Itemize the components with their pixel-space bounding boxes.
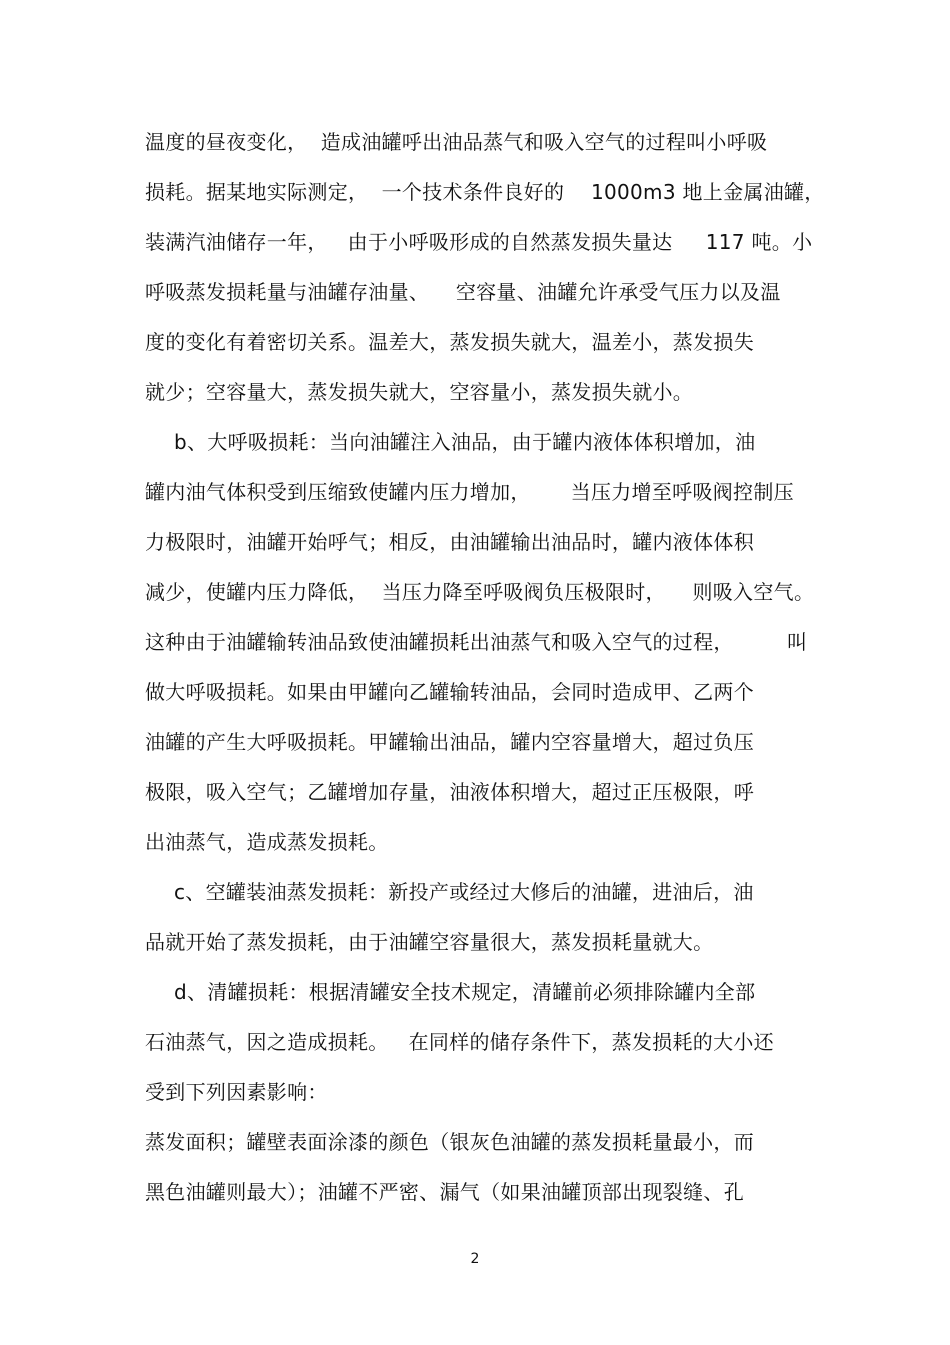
- text-line: 蒸发面积；罐壁表面涂漆的颜色（银灰色油罐的蒸发损耗量最小，而: [145, 1130, 754, 1154]
- text-line: 油罐的产生大呼吸损耗。甲罐输出油品，罐内空容量增大，超过负压: [145, 730, 754, 754]
- text-line: 就少；空容量大，蒸发损失就大，空容量小，蒸发损失就小。: [145, 380, 694, 404]
- text-line: 损耗。据某地实际测定， 一个技术条件良好的 1000m3 地上金属油罐，: [145, 180, 825, 204]
- text-line: 温度的昼夜变化， 造成油罐呼出油品蒸气和吸入空气的过程叫小呼吸: [145, 130, 768, 154]
- text-line: 减少，使罐内压力降低， 当压力降至呼吸阀负压极限时， 则吸入空气。: [145, 580, 815, 604]
- text-line: d、清罐损耗：根据清罐安全技术规定，清罐前必须排除罐内全部: [174, 980, 756, 1004]
- page-number: 2: [470, 1251, 480, 1267]
- text-line: 罐内油气体积受到压缩致使罐内压力增加， 当压力增至呼吸阀控制压: [145, 480, 794, 504]
- text-line: 力极限时，油罐开始呼气；相反，由油罐输出油品时，罐内液体体积: [145, 530, 754, 554]
- text-line: 出油蒸气，造成蒸发损耗。: [145, 830, 389, 854]
- text-line: 石油蒸气，因之造成损耗。 在同样的储存条件下，蒸发损耗的大小还: [145, 1030, 774, 1054]
- text-line: 这种由于油罐输转油品致使油罐损耗出油蒸气和吸入空气的过程， 叫: [145, 630, 808, 654]
- text-line: 装满汽油储存一年， 由于小呼吸形成的自然蒸发损失量达 117 吨。小: [145, 230, 813, 254]
- text-line: 度的变化有着密切关系。温差大，蒸发损失就大，温差小，蒸发损失: [145, 330, 754, 354]
- text-line: 黑色油罐则最大）；油罐不严密、漏气（如果油罐顶部出现裂缝、孔: [145, 1180, 744, 1204]
- text-line: 品就开始了蒸发损耗，由于油罐空容量很大，蒸发损耗量就大。: [145, 930, 714, 954]
- text-line: c、空罐装油蒸发损耗：新投产或经过大修后的油罐，进油后，油: [174, 880, 754, 904]
- text-line: 受到下列因素影响：: [145, 1080, 328, 1104]
- text-line: 呼吸蒸发损耗量与油罐存油量、 空容量、油罐允许承受气压力以及温: [145, 280, 781, 304]
- text-line: b、大呼吸损耗：当向油罐注入油品，由于罐内液体体积增加，油: [174, 430, 756, 454]
- text-line: 极限，吸入空气；乙罐增加存量，油液体积增大，超过正压极限，呼: [145, 780, 754, 804]
- text-line: 做大呼吸损耗。如果由甲罐向乙罐输转油品，会同时造成甲、乙两个: [145, 680, 754, 704]
